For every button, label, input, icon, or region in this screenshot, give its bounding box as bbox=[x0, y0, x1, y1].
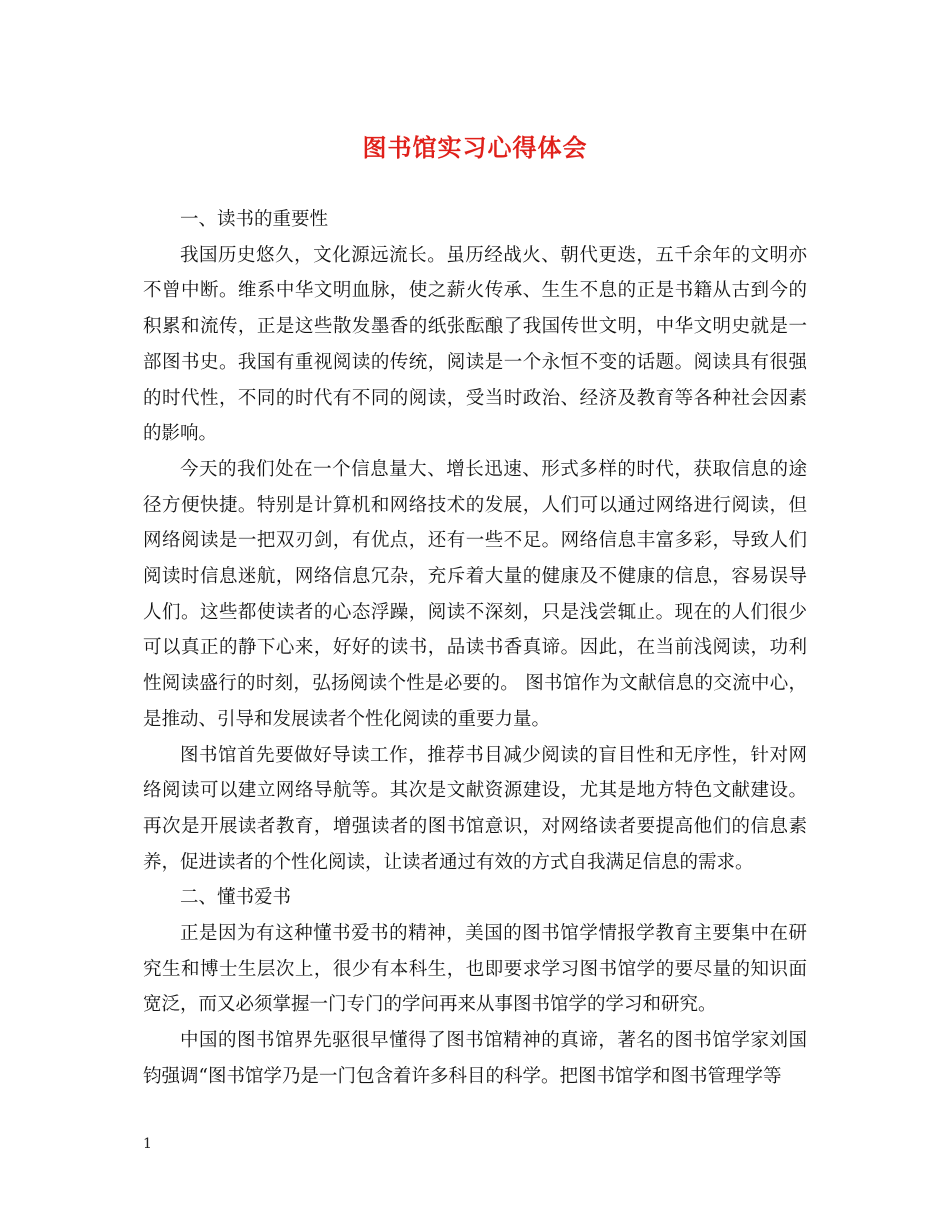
paragraph-library-guidance: 图书馆首先要做好导读工作，推荐书目减少阅读的盲目性和无序性，针对网络阅读可以建立网络导航等。其次是文献资源建设，尤其是地方特色文献建设。再次是开展读者教育，增强读者的图书馆意识，对网络读者要提高他们的信息素养，促进读者的个性化阅读，让读者通过有效的方式自我满足信息的需求。 bbox=[143, 744, 807, 873]
paragraph-chinese-pioneers: 中国的图书馆界先驱很早懂得了图书馆精神的真谛，著名的图书馆学家刘国钧强调“图书馆学乃是一门包含着许多科目的科学。把图书馆学和图书管理学等 bbox=[143, 1030, 807, 1087]
page-number: 1 bbox=[143, 1136, 152, 1152]
document-body bbox=[143, 202, 807, 1095]
section-heading-love-books: 二、懂书爱书 bbox=[180, 887, 292, 909]
document-title: 图书馆实习心得体会 bbox=[362, 133, 588, 162]
section-heading-importance-of-reading: 一、读书的重要性 bbox=[180, 209, 329, 230]
paragraph-history: 我国历史悠久，文化源远流长。虽历经战火、朝代更迭，五千余年的文明亦不曾中断。维系中华文明血脉，使之薪火传承、生生不息的正是书籍从古到今的积累和流传，正是这些散发墨香的纸张酝酿了我国传世文明，中华文明史就是一部图书史。我国有重视阅读的传统，阅读是一个永恒不变的话题。阅读具有很强的时代性，不同的时代有不同的阅读，受当时政治、经济及教育等各种社会因素的影响。 bbox=[143, 244, 807, 445]
paragraph-us-library-education: 正是因为有这种懂书爱书的精神，美国的图书馆学情报学教育主要集中在研究生和博士生层次上，很少有本科生，也即要求学习图书馆学的要尽量的知识面宽泛，而又必须掌握一门专门的学问再来从事图书馆学的学习和研究。 bbox=[143, 923, 807, 1016]
paragraph-network-reading: 今天的我们处在一个信息量大、增长迅速、形式多样的时代，获取信息的途径方便快捷。特别是计算机和网络技术的发展，人们可以通过网络进行阅读，但网络阅读是一把双刃剑，有优点，还有一些不足。网络信息丰富多彩，导致人们阅读时信息迷航，网络信息冗杂，充斥着大量的健康及不健康的信息，容易误导人们。这些都使读者的心态浮躁，阅读不深刻，只是浅尝辄止。现在的人们很少可以真正的静下心来，好好的读书，品读书香真谛。因此，在当前浅阅读，功利性阅读盛行的时刻，弘扬阅读个性是必要的。 图书馆作为文献信息的交流中心，是推动、引导和发展读者个性化阅读的重要力量。 bbox=[143, 458, 807, 730]
